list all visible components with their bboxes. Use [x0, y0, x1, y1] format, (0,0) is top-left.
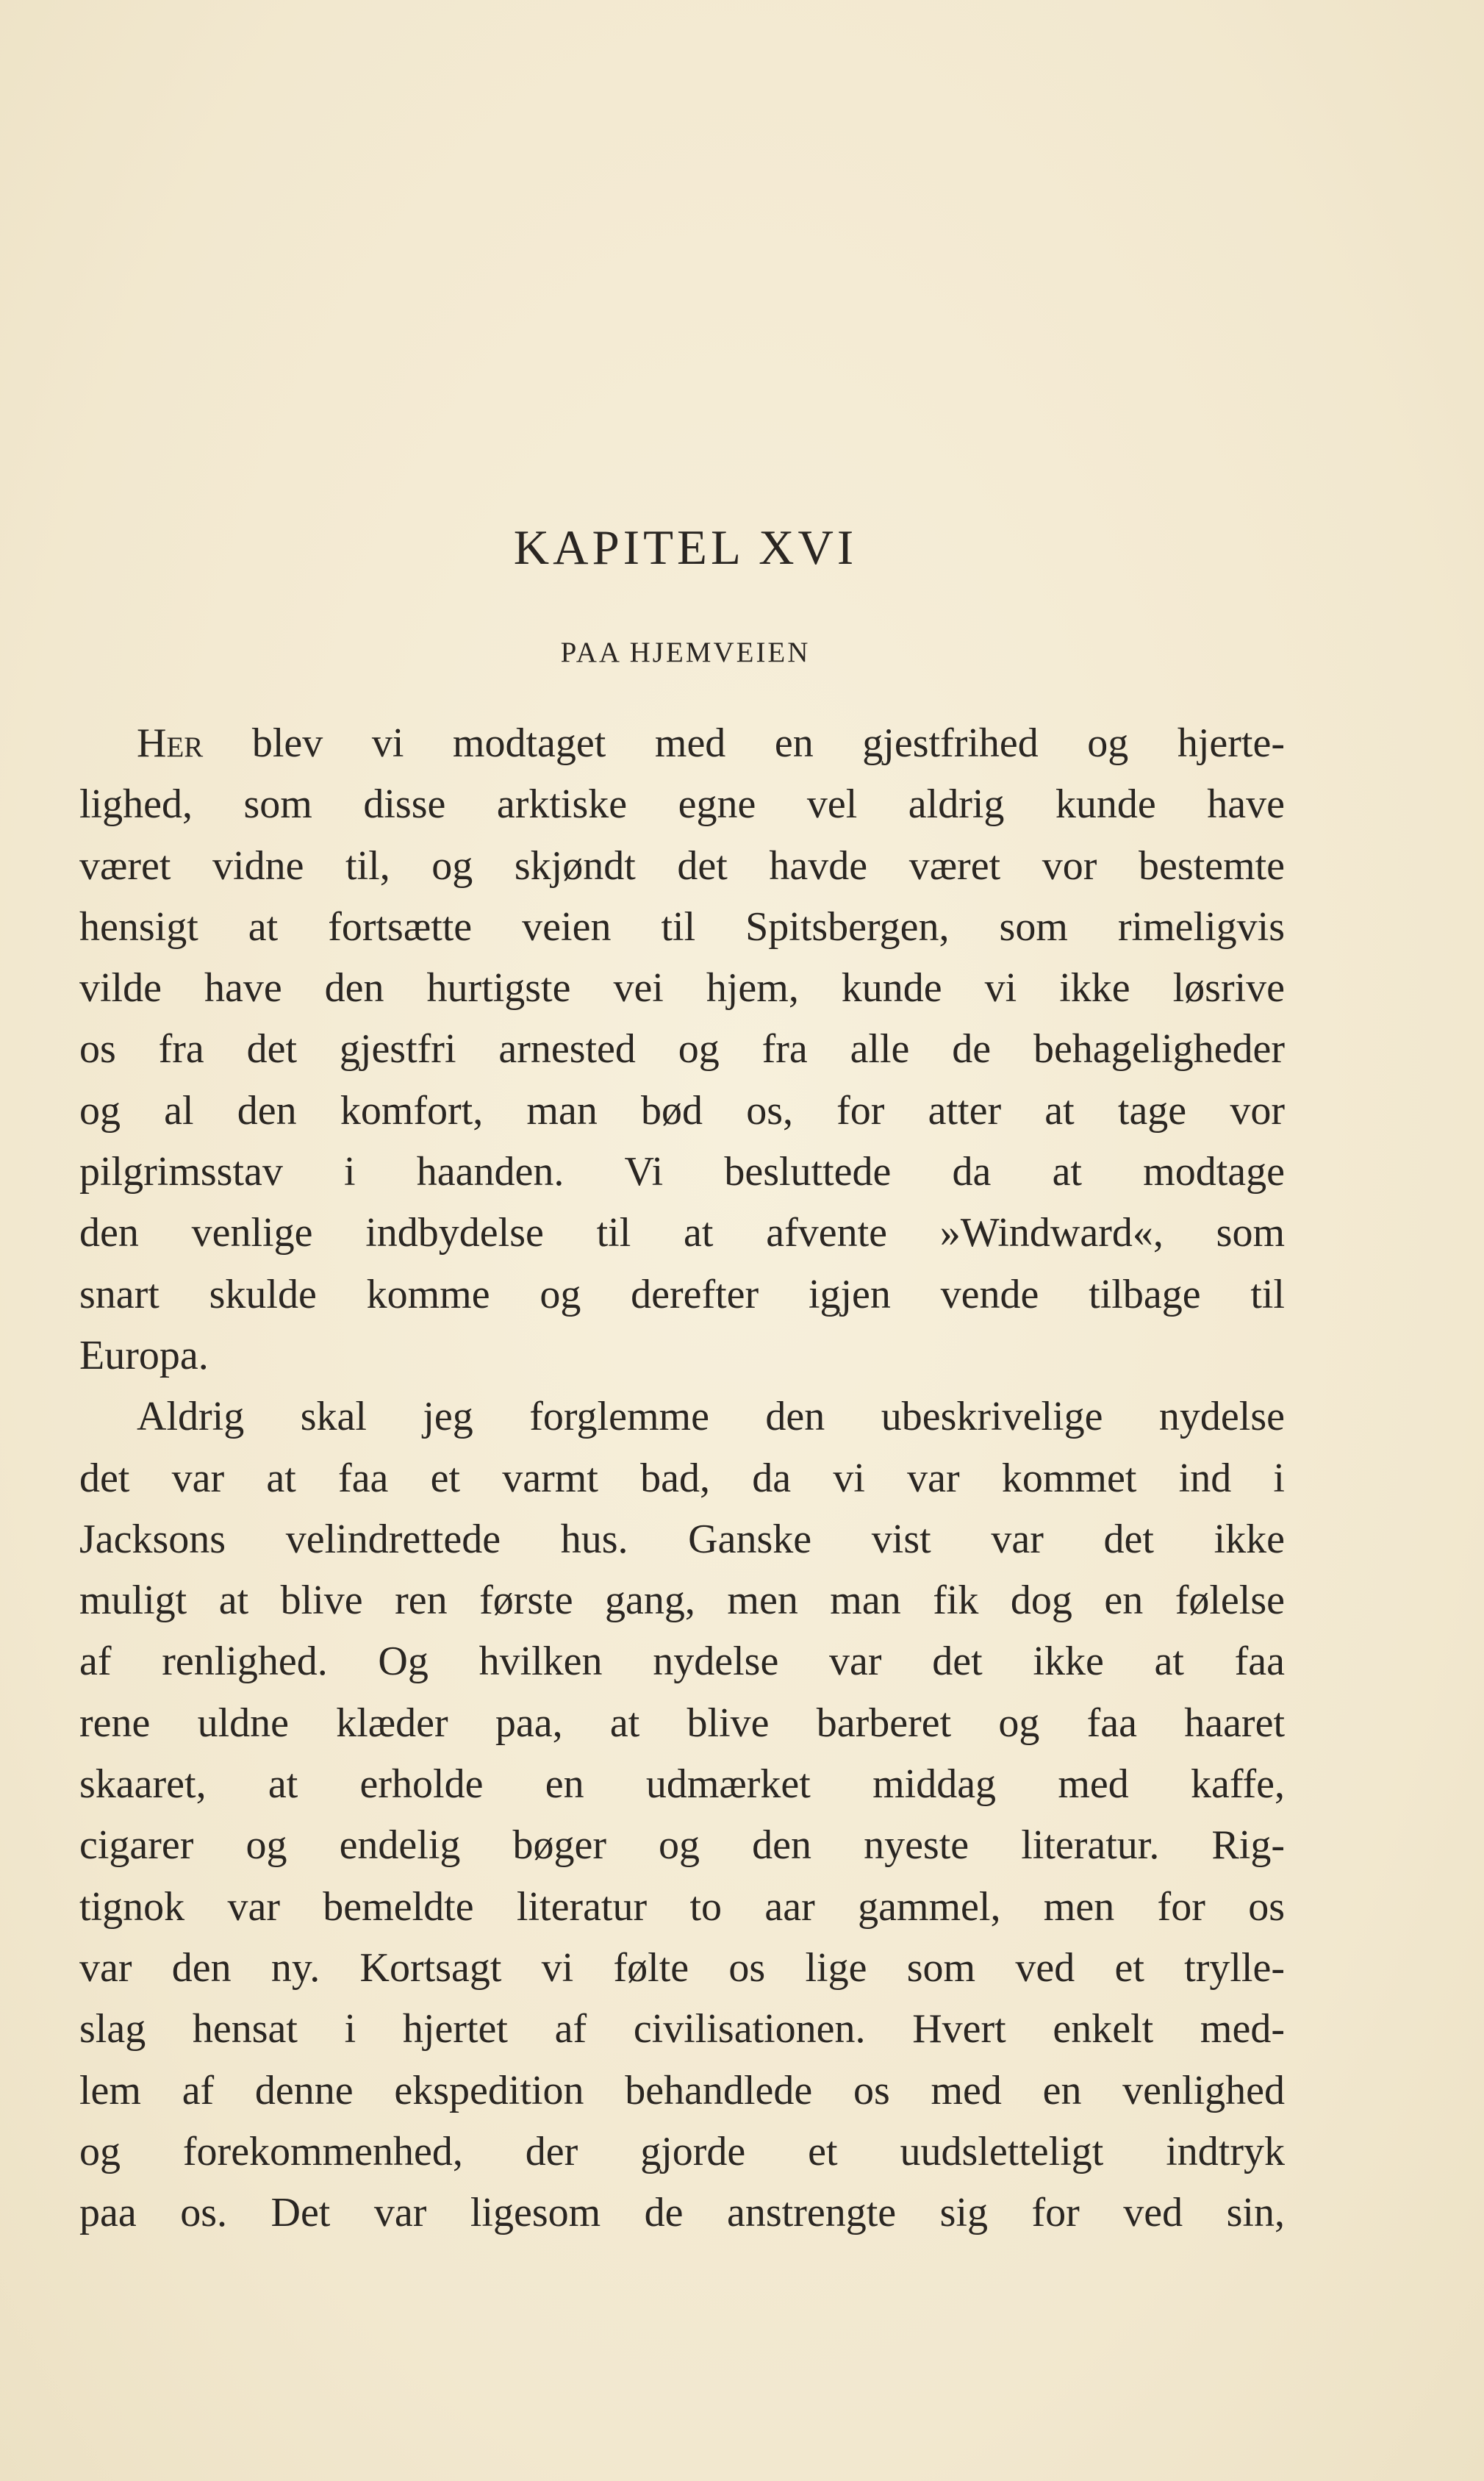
text-line: muligt at blive ren første gang, men man fik dog en følelse: [79, 1578, 1285, 1624]
text-line: vilde have den hurtigste vei hjem, kunde vi ikke løsrive: [79, 965, 1285, 1012]
chapter-title: KAPITEL XVI: [513, 520, 858, 575]
text-line: lem af denne ekspedition behandlede os med en venlighed: [79, 2067, 1285, 2113]
text-line: Europa.: [79, 1332, 209, 1378]
text-line: og forekommenhed, der gjorde et uudsletteligt indtryk: [79, 2128, 1285, 2174]
text-line: Aldrig skal jeg forglemme den ubeskrivelige nydelse: [137, 1394, 1285, 1440]
text-line: Her blev vi modtaget med en gjestfrihed og hjerte-: [137, 720, 1285, 766]
body-text: [79, 713, 1285, 2244]
chapter-subtitle: PAA HJEMVEIEN: [560, 637, 811, 668]
text-line: cigarer og endelig bøger og den nyeste literatur. Rig-: [79, 1822, 1285, 1869]
text-line: det var at faa et varmt bad, da vi var kommet ind i: [79, 1455, 1285, 1501]
text-line: tignok var bemeldte literatur to aar gammel, men for os: [79, 1883, 1285, 1930]
text-line: paa os. Det var ligesom de anstrengte sig for ved sin,: [79, 2190, 1285, 2236]
text-line: været vidne til, og skjøndt det havde været vor bestemte: [79, 842, 1285, 889]
text-line: Jacksons velindrettede hus. Ganske vist var det ikke: [79, 1516, 1285, 1562]
text-line: snart skulde komme og derefter igjen vende tilbage til: [79, 1271, 1285, 1317]
lead-word: Her: [137, 720, 204, 766]
text-line: os fra det gjestfri arnested og fra alle de behageligheder: [79, 1026, 1285, 1073]
text-line: slag hensat i hjertet af civilisationen. Hvert enkelt med-: [79, 2006, 1285, 2052]
text-line: rene uldne klæder paa, at blive barberet og faa haaret: [79, 1700, 1285, 1746]
text-line: af renlighed. Og hvilken nydelse var det ikke at faa: [79, 1639, 1285, 1685]
text-line: pilgrimsstav i haanden. Vi besluttede da at modtage: [79, 1149, 1285, 1195]
text-line: og al den komfort, man bød os, for atter at tage vor: [79, 1087, 1285, 1134]
text-line: var den ny. Kortsagt vi følte os lige som ved et trylle-: [79, 1944, 1285, 1991]
text-line: hensigt at fortsætte veien til Spitsbergen, som rimeligvis: [79, 903, 1285, 950]
text-line: den venlige indbydelse til at afvente »Windward«, som: [79, 1210, 1285, 1256]
text-line: skaaret, at erholde en udmærket middag med kaffe,: [79, 1761, 1285, 1808]
text-line: lighed, som disse arktiske egne vel aldrig kunde have: [79, 781, 1285, 828]
